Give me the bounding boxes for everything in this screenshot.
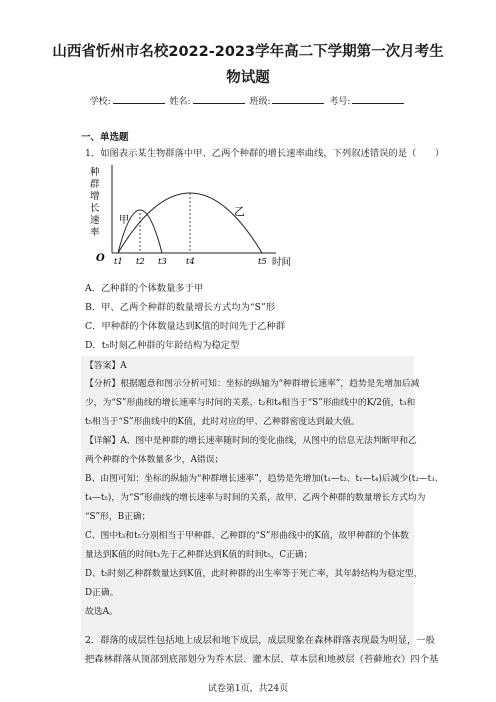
page-footer: 试卷第1页，共24页 <box>207 684 289 694</box>
curve-jia-label: 甲 <box>119 215 129 226</box>
document-title-line-2: 物试题 <box>226 70 270 86</box>
analysis-line: 少，为“S”形曲线的增长速率与时间的关系，t₂和t₄相当于“S”形曲线中的K/2值，t₃和 <box>85 398 416 408</box>
detail-line: 【详解】A、图中是种群的增长速率随时间的变化曲线，从图中的信息无法判断甲和乙 <box>85 436 417 446</box>
detail-line: C、图中t₃和t₅分别相当于甲种群、乙种群的“S”形曲线中的K值，故甲种群的个体数 <box>85 531 409 541</box>
section-heading: 一、单选题 <box>81 132 129 143</box>
detail-line: D、t₅时刻乙种群数量达到K值，此时种群的出生率等于死亡率，其年龄结构为稳定型， <box>85 569 423 579</box>
tick-t1: t1 <box>114 257 123 267</box>
graph-origin-label: O <box>96 253 105 264</box>
number-label: 考号: <box>329 97 351 107</box>
option-a: A．乙种群的个体数量多于甲 <box>85 283 204 294</box>
option-b: B．甲、乙两个种群的数量增长方式均为“S”形 <box>85 302 276 313</box>
name-blank <box>193 94 245 104</box>
document-title-line-1: 山西省忻州市名校2022-2023学年高二下学期第一次月考生 <box>52 44 444 60</box>
graph-ylabel-char: 群 <box>90 179 100 190</box>
student-info-line <box>0 94 496 108</box>
class-label: 班级: <box>249 97 271 107</box>
detail-line: 两个种群的个体数量多少，A错误； <box>85 455 224 465</box>
detail-line: D正确。 <box>85 588 119 598</box>
analysis-line: 【分析】根据题意和图示分析可知：坐标的纵轴为“种群增长速率”，趋势是先增加后减 <box>85 379 420 389</box>
curve-yi-label: 乙 <box>234 205 245 218</box>
school-blank <box>113 94 165 104</box>
detail-line: 量达到K值的时间t₃先于乙种群达到K值的时间t₅，C正确； <box>85 550 313 560</box>
question-2-line: 2．群落的成层性包括地上成层和地下成层，成层现象在森林群落表现最为明显，一般 <box>85 635 435 646</box>
graph-ylabel-char: 率 <box>90 227 100 238</box>
graph-ylabel-char: 速 <box>90 215 100 226</box>
detail-line: t₄—t₅)，为“S”形曲线的增长速率与时间的关系，故甲、乙两个种群的数量增长方式均为 <box>85 493 426 503</box>
answer-box <box>81 356 444 660</box>
number-blank <box>352 94 404 104</box>
detail-line: B、由图可知：坐标的纵轴为“种群增长速率”，趋势是先增加(t₁—t₂、t₁—t₄)后减少(t₂—t₃、 <box>85 474 444 484</box>
detail-line: “S”形，B正确； <box>85 512 151 522</box>
question-2-line: 把森林群落从顶部到底部划分为乔木层、灌木层、草本层和地被层（苔藓地衣）四个基 <box>85 654 439 665</box>
tick-t3: t3 <box>158 257 167 267</box>
detail-line: 故选A。 <box>85 607 118 617</box>
answer-text: 【答案】A <box>85 361 127 371</box>
analysis-line: t₅相当于“S”形曲线中的K值，此时对应的甲、乙种群密度达到最大值。 <box>85 417 360 427</box>
option-d: D．t₅时刻乙种群的年龄结构为稳定型 <box>85 340 240 351</box>
graph-ylabel-char: 增 <box>90 191 100 202</box>
class-blank <box>272 94 324 104</box>
question-1-stem: 1．如图表示某生物群落中甲、乙两个种群的增长速率曲线，下列叙述错误的是（ ） <box>85 148 445 159</box>
option-c: C．甲种群的个体数量达到K值的时间先于乙种群 <box>85 321 285 332</box>
tick-t2: t2 <box>136 257 145 267</box>
growth-rate-graph <box>86 163 298 273</box>
tick-t5: t5 <box>258 257 267 267</box>
school-label: 学校: <box>89 97 111 107</box>
tick-t4: t4 <box>186 257 195 267</box>
graph-xlabel: 时间 <box>272 257 292 268</box>
graph-ylabel-char: 长 <box>90 203 100 214</box>
name-label: 姓名: <box>169 97 191 107</box>
graph-ylabel-char: 种 <box>90 167 100 178</box>
